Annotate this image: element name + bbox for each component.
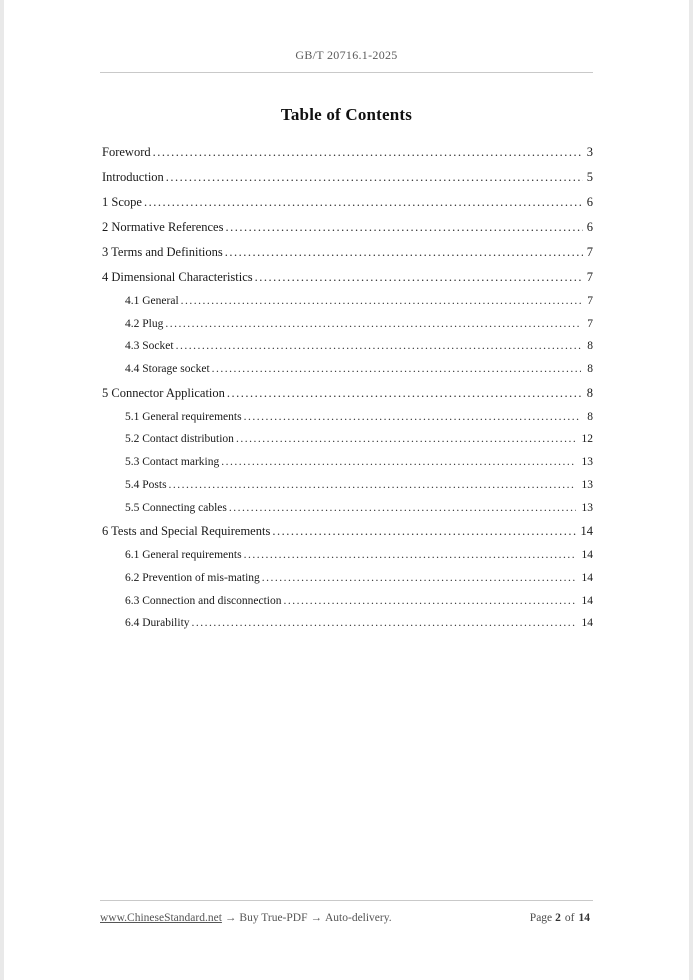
toc-entry-page: 7	[587, 317, 593, 330]
toc-leader-dots	[227, 386, 583, 401]
toc-entry-label: 4 Dimensional Characteristics	[102, 270, 253, 284]
toc-entry[interactable]	[102, 595, 593, 618]
page-indicator	[530, 912, 593, 924]
toc-entry-label: Foreword	[102, 145, 151, 159]
toc-entry-page: 8	[587, 340, 593, 353]
footer-divider	[100, 900, 593, 901]
toc-entry-page: 8	[587, 363, 593, 376]
toc-entry-label: 6.4 Durability	[125, 617, 190, 630]
toc-leader-dots	[166, 170, 583, 185]
toc-leader-dots	[284, 595, 576, 607]
toc-entry[interactable]	[102, 411, 593, 434]
document-number: GB/T 20716.1-2025	[295, 48, 398, 62]
toc-entry[interactable]	[102, 502, 593, 525]
toc-entry[interactable]	[102, 318, 593, 341]
page-label: Page	[529, 912, 553, 924]
toc-entry[interactable]	[102, 572, 593, 595]
toc-entry[interactable]	[102, 145, 593, 170]
toc-leader-dots	[192, 617, 576, 629]
toc-entry-page: 6	[586, 195, 593, 209]
toc-entry-label: 6.3 Connection and disconnection	[125, 594, 282, 607]
toc-entry-page: 13	[581, 456, 593, 469]
arrow-icon: →	[224, 912, 237, 924]
toc-entry[interactable]	[102, 340, 593, 363]
toc-entry[interactable]	[102, 195, 593, 220]
toc-entry-label: 5.5 Connecting cables	[125, 501, 227, 514]
toc-entry-label: 4.1 General	[125, 295, 179, 307]
total-page-number: 14	[578, 912, 590, 924]
toc-leader-dots	[244, 411, 582, 423]
toc-leader-dots	[262, 572, 576, 584]
toc-leader-dots	[236, 433, 576, 445]
page-body	[4, 105, 689, 640]
toc-entry-label: Introduction	[102, 170, 164, 184]
toc-entry[interactable]	[102, 295, 593, 318]
toc-list	[100, 145, 593, 640]
toc-entry-label: 2 Normative References	[102, 220, 224, 234]
toc-entry[interactable]	[102, 220, 593, 245]
toc-entry[interactable]	[102, 479, 593, 502]
toc-entry-page: 7	[586, 270, 593, 284]
footer-buy-text: Buy True-PDF	[239, 912, 308, 924]
toc-leader-dots	[272, 524, 576, 539]
toc-leader-dots	[181, 295, 582, 307]
footer-source-line	[100, 912, 392, 924]
toc-leader-dots	[221, 456, 575, 468]
toc-entry-label: 1 Scope	[102, 195, 142, 209]
toc-leader-dots	[244, 549, 576, 561]
toc-entry[interactable]	[102, 363, 593, 386]
toc-entry-page: 13	[581, 478, 593, 491]
toc-leader-dots	[229, 502, 576, 514]
toc-entry-page: 14	[581, 549, 593, 562]
toc-entry[interactable]	[102, 433, 593, 456]
toc-entry-page: 7	[587, 295, 593, 307]
toc-leader-dots	[169, 479, 576, 491]
header-divider	[100, 72, 593, 73]
toc-entry-page: 14	[581, 617, 593, 630]
toc-entry-page: 6	[586, 220, 593, 234]
toc-entry-label: 4.3 Socket	[125, 340, 174, 353]
toc-entry-page: 14	[581, 571, 593, 584]
toc-entry-label: 5.1 General requirements	[125, 410, 242, 423]
toc-entry[interactable]	[102, 524, 593, 549]
arrow-icon: →	[310, 912, 322, 924]
toc-entry-label: 4.2 Plug	[125, 317, 164, 330]
toc-entry[interactable]	[102, 617, 593, 640]
toc-entry-label: 3 Terms and Definitions	[102, 245, 223, 259]
toc-entry-label: 6.1 General requirements	[125, 549, 242, 562]
toc-entry-page: 7	[586, 245, 593, 259]
toc-entry-label: 5.4 Posts	[125, 478, 167, 491]
toc-entry-label: 4.4 Storage socket	[125, 363, 210, 376]
toc-leader-dots	[212, 363, 582, 375]
toc-entry[interactable]	[102, 386, 593, 411]
toc-entry-page: 8	[586, 385, 593, 400]
toc-entry[interactable]	[102, 456, 593, 479]
website-link[interactable]: www.ChineseStandard.net	[100, 912, 222, 924]
page-header	[4, 0, 689, 73]
toc-entry-page: 5	[586, 170, 593, 184]
toc-entry-page: 13	[581, 501, 593, 514]
toc-leader-dots	[176, 340, 582, 352]
toc-entry-label: 5.3 Contact marking	[125, 456, 220, 469]
toc-leader-dots	[225, 220, 582, 235]
toc-leader-dots	[144, 195, 583, 210]
toc-entry-page: 8	[587, 410, 593, 423]
toc-entry-label: 6 Tests and Special Requirements	[102, 524, 271, 539]
toc-entry-label: 6.2 Prevention of mis-mating	[125, 571, 260, 584]
toc-leader-dots	[165, 318, 581, 330]
toc-leader-dots	[255, 270, 583, 285]
toc-leader-dots	[153, 145, 583, 160]
toc-entry-page: 14	[581, 594, 593, 607]
toc-entry[interactable]	[102, 549, 593, 572]
page-title: Table of Contents	[280, 105, 413, 124]
toc-leader-dots	[225, 245, 583, 260]
toc-entry-page: 3	[586, 145, 593, 159]
toc-entry-label: 5.2 Contact distribution	[125, 433, 234, 446]
toc-entry[interactable]	[102, 270, 593, 295]
current-page-number: 2	[555, 912, 561, 924]
page-footer	[100, 900, 593, 924]
of-label: of	[564, 912, 575, 924]
toc-entry-label: 5 Connector Application	[102, 385, 225, 400]
footer-delivery-text: Auto-delivery.	[324, 912, 392, 924]
toc-entry-page: 14	[580, 524, 593, 539]
toc-entry[interactable]	[102, 170, 593, 195]
toc-entry[interactable]	[102, 245, 593, 270]
document-page	[4, 0, 689, 980]
toc-entry-page: 12	[581, 433, 593, 446]
